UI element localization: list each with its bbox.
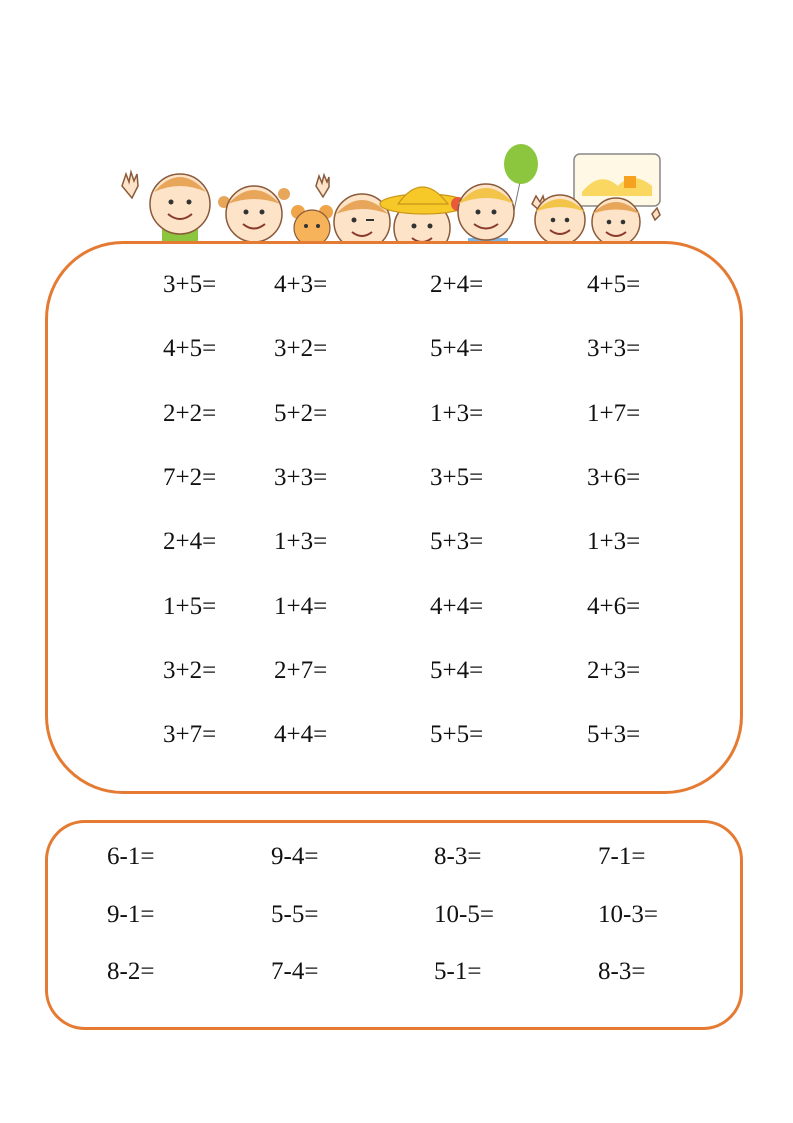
addition-problem: 2+7= — [274, 656, 328, 684]
addition-panel — [45, 241, 743, 794]
addition-problem: 1+3= — [274, 528, 328, 556]
children-illustration-icon — [112, 142, 672, 254]
addition-problem: 3+2= — [274, 335, 328, 363]
addition-problem: 4+6= — [587, 592, 641, 620]
addition-problem: 3+3= — [274, 463, 328, 491]
subtraction-problem: 8-3= — [434, 843, 482, 870]
subtraction-problem: 5-1= — [434, 958, 482, 985]
addition-problem: 5+5= — [430, 721, 484, 749]
addition-problem: 3+2= — [163, 656, 217, 684]
addition-problem: 1+4= — [274, 592, 328, 620]
addition-problem: 3+7= — [163, 721, 217, 749]
subtraction-problem: 6-1= — [107, 843, 155, 870]
addition-problem: 1+3= — [430, 399, 484, 427]
addition-problem: 2+3= — [587, 656, 641, 684]
subtraction-problem: 8-3= — [598, 958, 646, 985]
addition-problem: 4+5= — [163, 335, 217, 363]
subtraction-problem: 9-4= — [271, 843, 319, 870]
addition-problem: 4+3= — [274, 271, 328, 298]
addition-problem: 1+7= — [587, 399, 641, 427]
addition-problem: 5+3= — [430, 528, 484, 556]
subtraction-problem: 10-3= — [598, 900, 658, 928]
subtraction-problem: 7-4= — [271, 958, 319, 985]
addition-problem: 4+5= — [587, 271, 641, 298]
addition-problem: 3+6= — [587, 463, 641, 491]
addition-problem: 7+2= — [163, 463, 217, 491]
addition-problem: 2+4= — [430, 271, 484, 298]
addition-problem: 1+5= — [163, 592, 217, 620]
addition-problem: 4+4= — [430, 592, 484, 620]
subtraction-problem: 5-5= — [271, 900, 319, 928]
addition-problem: 5+4= — [430, 335, 484, 363]
addition-problem: 3+5= — [163, 271, 217, 298]
subtraction-problem: 8-2= — [107, 958, 155, 985]
addition-problem: 4+4= — [274, 721, 328, 749]
addition-problem: 2+4= — [163, 528, 217, 556]
subtraction-problem: 7-1= — [598, 843, 646, 870]
subtraction-problem: 10-5= — [434, 900, 494, 928]
addition-problem: 2+2= — [163, 399, 217, 427]
addition-problem: 1+3= — [587, 528, 641, 556]
addition-problem: 3+3= — [587, 335, 641, 363]
subtraction-problem: 9-1= — [107, 900, 155, 928]
addition-problem: 3+5= — [430, 463, 484, 491]
addition-problem: 5+3= — [587, 721, 641, 749]
addition-problem: 5+2= — [274, 399, 328, 427]
addition-problem: 5+4= — [430, 656, 484, 684]
